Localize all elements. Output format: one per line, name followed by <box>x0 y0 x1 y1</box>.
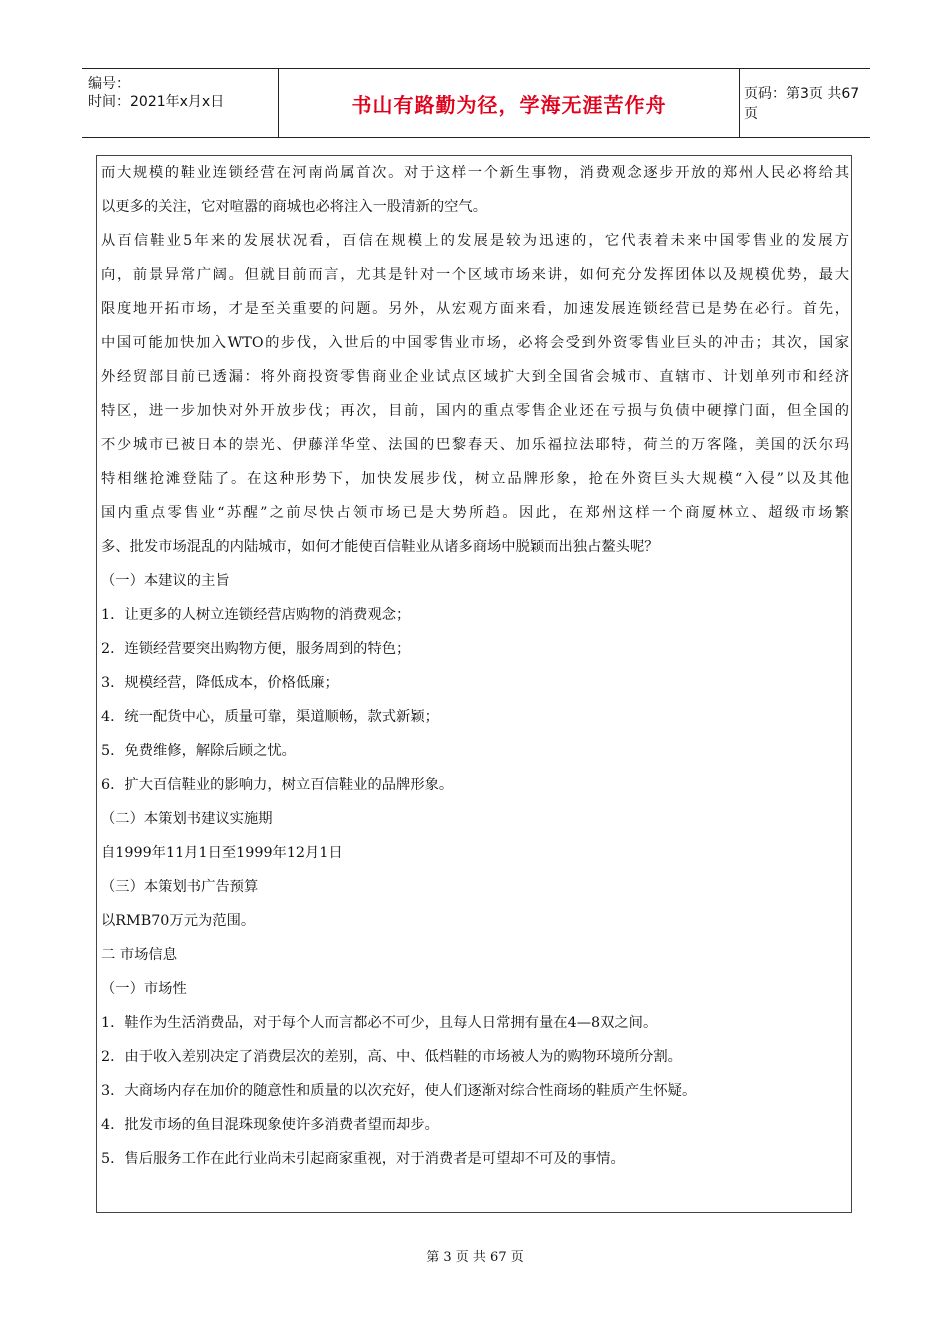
body-line: 4．批发市场的鱼目混珠现象使许多消费者望而却步。 <box>101 1117 439 1133</box>
body-line: 特相继抢滩登陆了。在这种形势下，加快发展步伐，树立品牌形象，抢在外资巨头大规模“入侵”以及其他 <box>101 471 849 487</box>
body-line: 1．让更多的人树立连锁经营店购物的消费观念； <box>101 607 411 623</box>
document-body-text <box>101 156 849 1176</box>
body-line: 3．大商场内存在加价的随意性和质量的以次充好，使人们逐渐对综合性商场的鞋质产生怀疑。 <box>101 1083 697 1099</box>
body-line: 2．连锁经营要突出购物方便，服务周到的特色； <box>101 641 411 657</box>
body-line: 5．免费维修，解除后顾之忧。 <box>101 743 296 759</box>
body-line: 二 市场信息 <box>101 947 178 963</box>
body-line: 外经贸部目前已透漏：将外商投资零售商业企业试点区域扩大到全国省会城市、直辖市、计划单列市和经济 <box>101 369 849 385</box>
body-line: （二）本策划书建议实施期 <box>101 811 273 827</box>
body-line: 中国可能加快加入WTO的步伐，入世后的中国零售业市场，必将会受到外资零售业巨头的冲击；其次，国家 <box>101 335 849 351</box>
body-line: 自1999年11月1日至1999年12月1日 <box>101 845 343 861</box>
body-line: 1．鞋作为生活消费品，对于每个人而言都必不可少，且每人日常拥有量在4—8双之间。 <box>101 1015 658 1031</box>
body-line: 6．扩大百信鞋业的影响力，树立百信鞋业的品牌形象。 <box>101 777 454 793</box>
document-body-box <box>96 155 852 1213</box>
header-motto: 书山有路勤为径，学海无涯苦作舟 <box>278 69 740 137</box>
body-line: 2．由于收入差别决定了消费层次的差别，高、中、低档鞋的市场被人为的购物环境所分割。 <box>101 1049 682 1065</box>
body-line: 5．售后服务工作在此行业尚未引起商家重视，对于消费者是可望却不可及的事情。 <box>101 1151 625 1167</box>
body-line: 以RMB70万元为范围。 <box>101 913 256 929</box>
body-line: 而大规模的鞋业连锁经营在河南尚属首次。对于这样一个新生事物，消费观念逐步开放的郑州人民必将给其 <box>101 165 849 181</box>
body-line: 多、批发市场混乱的内陆城市，如何才能使百信鞋业从诸多商场中脱颖而出独占鳌头呢？ <box>101 539 659 555</box>
body-line: 4．统一配货中心，质量可靠，渠道顺畅，款式新颖； <box>101 709 439 725</box>
body-line: 国内重点零售业“苏醒”之前尽快占领市场已是大势所趋。因此，在郑州这样一个商厦林立、超级市场繁 <box>101 505 849 521</box>
body-line: 不少城市已被日本的崇光、伊藤洋华堂、法国的巴黎春天、加乐福拉法耶特，荷兰的万客隆，美国的沃尔玛 <box>101 437 849 453</box>
body-line: 3．规模经营，降低成本，价格低廉； <box>101 675 339 691</box>
body-line: 以更多的关注，它对喧嚣的商城也必将注入一股清新的空气。 <box>101 199 488 215</box>
body-line: （一）市场性 <box>101 981 187 997</box>
body-line: 特区，进一步加快对外开放步伐；再次，目前，国内的重点零售企业还在亏损与负债中硬撑门面，但全国的 <box>101 403 849 419</box>
body-line: （三）本策划书广告预算 <box>101 879 259 895</box>
page-header <box>82 68 870 138</box>
document-number-label: 编号： <box>88 76 130 92</box>
body-line: 从百信鞋业5年来的发展状况看，百信在规模上的发展是较为迅速的，它代表着未来中国零售业的发展方 <box>101 233 849 249</box>
header-page-info: 页码：第3页 共67页 <box>744 86 860 122</box>
header-meta <box>82 69 278 137</box>
document-date: 时间：2021年x月x日 <box>88 94 225 110</box>
page-footer: 第 3 页 共 67 页 <box>426 1250 524 1265</box>
body-line: 向，前景异常广阔。但就目前而言，尤其是针对一个区域市场来讲，如何充分发挥团体以及规模优势，最大 <box>101 267 849 283</box>
body-line: 限度地开拓市场，才是至关重要的问题。另外，从宏观方面来看，加速发展连锁经营已是势在必行。首先， <box>101 301 849 317</box>
body-line: （一）本建议的主旨 <box>101 573 230 589</box>
